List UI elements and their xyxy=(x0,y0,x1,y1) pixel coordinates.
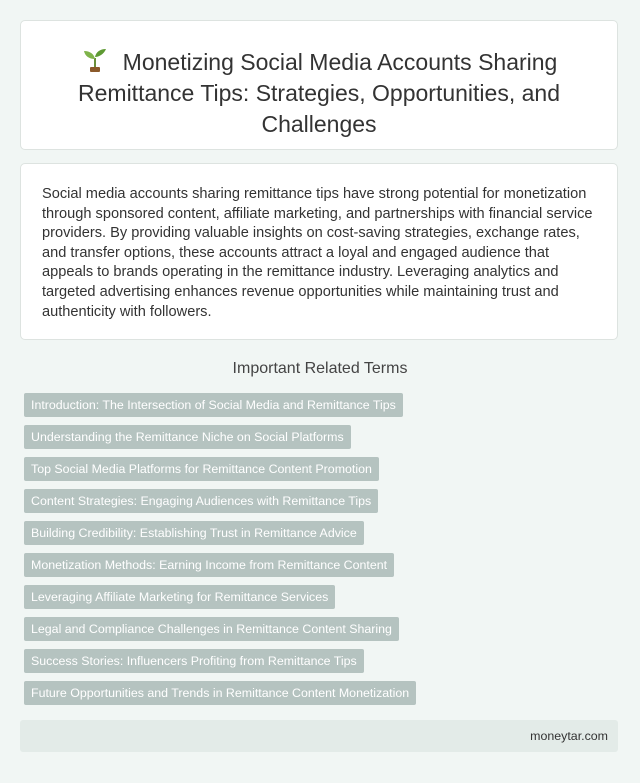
title-card xyxy=(20,20,618,150)
related-term-tag[interactable]: Building Credibility: Establishing Trust in Remittance Advice xyxy=(24,521,364,545)
sprout-icon xyxy=(81,48,109,72)
footer xyxy=(20,720,618,752)
footer-site-link[interactable]: moneytar.com xyxy=(530,729,608,743)
related-terms-list xyxy=(24,393,416,713)
related-term-tag[interactable]: Success Stories: Influencers Profiting from Remittance Tips xyxy=(24,649,364,673)
intro-card xyxy=(20,163,618,340)
related-term-tag[interactable]: Content Strategies: Engaging Audiences with Remittance Tips xyxy=(24,489,378,513)
page-title-text: Monetizing Social Media Accounts Sharing Remittance Tips: Strategies, Opportunities, and Challenges xyxy=(78,49,560,137)
related-term-tag[interactable]: Leveraging Affiliate Marketing for Remittance Services xyxy=(24,585,335,609)
related-term-tag[interactable]: Top Social Media Platforms for Remittance Content Promotion xyxy=(24,457,379,481)
intro-paragraph: Social media accounts sharing remittance tips have strong potential for monetization through sponsored content, affiliate marketing, and partnerships with financial service providers. By providing valuable insights on cost-saving strategies, exchange rates, and transfer options, these accounts attract a loyal and engaged audience that appeals to brands operating in the remittance industry. Leveraging analytics and targeted advertising enhances revenue opportunities while maintaining trust and authenticity with followers. xyxy=(42,186,593,320)
related-term-tag[interactable]: Future Opportunities and Trends in Remittance Content Monetization xyxy=(24,681,416,705)
related-term-tag[interactable]: Introduction: The Intersection of Social Media and Remittance Tips xyxy=(24,393,403,417)
related-term-tag[interactable]: Monetization Methods: Earning Income from Remittance Content xyxy=(24,553,394,577)
page-title xyxy=(21,47,617,140)
related-term-tag[interactable]: Legal and Compliance Challenges in Remittance Content Sharing xyxy=(24,617,399,641)
related-terms-heading: Important Related Terms xyxy=(232,360,408,377)
related-term-tag[interactable]: Understanding the Remittance Niche on Social Platforms xyxy=(24,425,351,449)
